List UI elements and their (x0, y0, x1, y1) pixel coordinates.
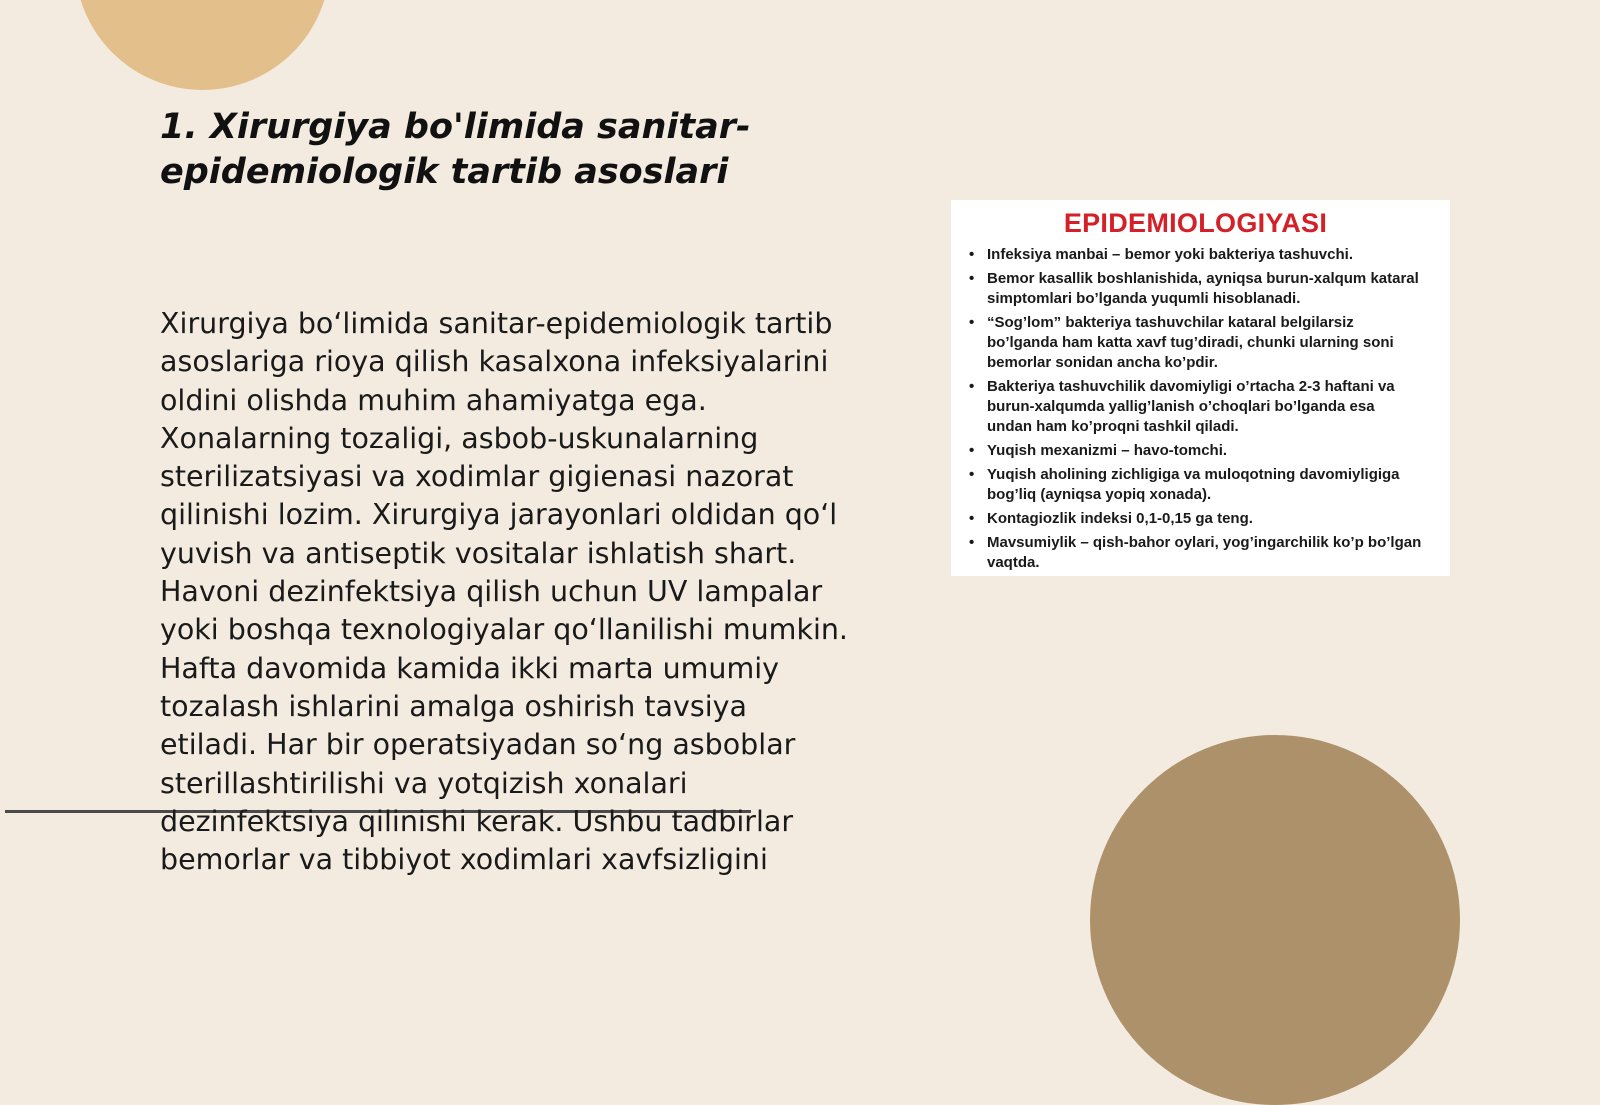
card-list-item (969, 533, 1422, 573)
card-list-item (969, 245, 1422, 265)
bullet-icon: • (969, 270, 975, 287)
decorative-circle-top (75, 0, 330, 90)
card-list-item (969, 269, 1422, 309)
card-list-item-text: Yuqish aholining zichligiga va muloqotning davomiyligiga bog’liq (ayniqsa yopiq xonada). (987, 466, 1400, 503)
card-bullet-list (969, 245, 1422, 573)
card-list-item-text: Bemor kasallik boshlanishida, ayniqsa burun-xalqum kataral simptomlari bo’lganda yuqumli hisoblanadi. (987, 270, 1419, 307)
card-list-item (969, 465, 1422, 505)
card-list-item (969, 313, 1422, 373)
slide-title: 1. Xirurgiya bo'limida sanitar-epidemiologik tartib asoslari (160, 107, 751, 192)
bullet-icon: • (969, 314, 975, 331)
card-list-item-text: Yuqish mexanizmi – havo-tomchi. (987, 442, 1228, 459)
slide-body-text: Xirurgiya bo‘limida sanitar-epidemiologik tartib asoslariga rioya qilish kasalxona infeksiyalarini oldini olishda muhim ahamiyatga ega. Xonalarning tozaligi, asbob-uskunalarning sterilizatsiyasi va xodimlar gigienasi nazorat qilinishi lozim. Xirurgiya jarayonlari oldidan qo‘l yuvish va antiseptik vositalar ishlatish shart. Havoni dezinfektsiya qilish uchun UV lampalar yoki boshqa texnologiyalar qo‘llanilishi mumkin. Hafta davomida kamida ikki marta umumiy tozalash ishlarini amalga oshirish tavsiya etiladi. Har bir operatsiyadan so‘ng asboblar sterillashtirilishi va yotqizish xonalari dezinfektsiya qilinishi kerak. Ushbu tadbirlar bemorlar va tibbiyot xodimlari xavfsizligini (160, 307, 848, 877)
card-list-item-text: Infeksiya manbai – bemor yoki bakteriya tashuvchi. (987, 246, 1353, 263)
card-list-item (969, 441, 1422, 461)
card-list-item-text: Kontagiozlik indeksi 0,1-0,15 ga teng. (987, 510, 1253, 527)
bullet-icon: • (969, 246, 975, 263)
bullet-icon: • (969, 378, 975, 395)
card-list-item-text: Mavsumiylik – qish-bahor oylari, yog’ingarchilik ko’p bo’lgan vaqtda. (987, 534, 1422, 571)
bullet-icon: • (969, 534, 975, 551)
epidemiology-card (951, 200, 1450, 576)
bullet-icon: • (969, 442, 975, 459)
card-list-item (969, 509, 1422, 529)
decorative-circle-bottom (1090, 735, 1460, 1105)
card-list-item-text: Bakteriya tashuvchilik davomiyligi o’rtacha 2-3 haftani va burun-xalqumda yallig’lanish o’choqlari bo’lganda esa undan ham ko’proqni tashkil qiladi. (987, 378, 1395, 435)
bullet-icon: • (969, 510, 975, 527)
card-list-item (969, 377, 1422, 437)
card-heading: EPIDEMIOLOGIYASI (1063, 208, 1328, 238)
bullet-icon: • (969, 466, 975, 483)
card-list-item-text: “Sog’lom” bakteriya tashuvchilar kataral belgilarsiz bo’lganda ham katta xavf tug’diradi, chunki ularning soni bemorlar sonidan ancha ko’pdir. (987, 314, 1394, 371)
